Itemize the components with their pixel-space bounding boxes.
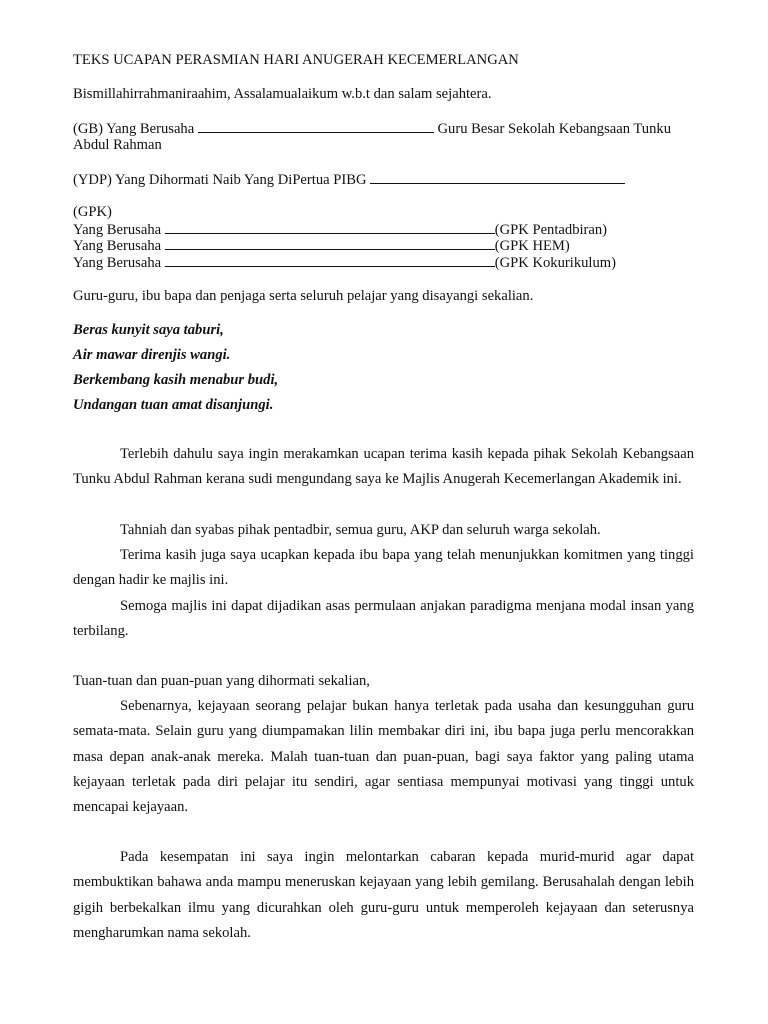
gpk-name-blank [165, 237, 495, 250]
body-paragraph [73, 594, 694, 645]
body-paragraph [73, 518, 694, 543]
ydp-name-blank [370, 171, 625, 184]
gb-line [73, 120, 671, 138]
gb-prefix: (GB) Yang Berusaha [73, 121, 195, 137]
audience-greeting: Guru-guru, ibu bapa dan penjaga serta seluruh pelajar yang disayangi sekalian. [73, 288, 534, 304]
pantun-line: Beras kunyit saya taburi, [73, 322, 224, 338]
document-title: TEKS UCAPAN PERASMIAN HARI ANUGERAH KECEMERLANGAN [73, 52, 519, 68]
gpk-heading: (GPK) [73, 204, 112, 220]
paragraph-text: Pada kesempatan ini saya ingin melontarkan cabaran kepada murid-murid agar dapat membuktikan bahawa anda mampu meneruskan kejayaan yang lebih gemilang. Berusahalah dengan lebih gigih berbekalkan ilmu yang dicurahkan oleh guru-guru untuk memperoleh kejayaan dan seterusnya mengharumkan nama sekolah. [73, 849, 694, 941]
body-paragraph [73, 442, 694, 493]
pantun-line: Undangan tuan amat disanjungi. [73, 397, 274, 413]
gpk-name-blank [165, 221, 495, 234]
gpk-role: (GPK Kokurikulum) [494, 255, 616, 271]
second-salutation: Tuan-tuan dan puan-puan yang dihormati sekalian, [73, 673, 370, 689]
pantun-line: Berkembang kasih menabur budi, [73, 372, 279, 388]
gpk-prefix: Yang Berusaha [73, 238, 162, 254]
gpk-name-blank [165, 254, 495, 267]
ydp-prefix: (YDP) Yang Dihormati Naib Yang DiPertua PIBG [73, 172, 367, 188]
gb-line-2: Abdul Rahman [73, 137, 162, 153]
paragraph-text: Semoga majlis ini dapat dijadikan asas permulaan anjakan paradigma menjana modal insan yang terbilang. [73, 598, 694, 640]
gpk-prefix: Yang Berusaha [73, 255, 162, 271]
gb-suffix: Guru Besar Sekolah Kebangsaan Tunku [437, 121, 671, 137]
gpk-line [73, 254, 616, 272]
opening-greeting: Bismillahirrahmaniraahim, Assalamualaikum w.b.t dan salam sejahtera. [73, 86, 492, 102]
paragraph-text: Terlebih dahulu saya ingin merakamkan ucapan terima kasih kepada pihak Sekolah Kebangsaan Tunku Abdul Rahman kerana sudi mengundang saya ke Majlis Anugerah Kecemerlangan Akademik ini. [73, 446, 694, 488]
gpk-prefix: Yang Berusaha [73, 222, 162, 238]
ydp-line [73, 171, 625, 189]
paragraph-text: Terima kasih juga saya ucapkan kepada ibu bapa yang telah menunjukkan komitmen yang tinggi dengan hadir ke majlis ini. [73, 547, 694, 589]
paragraph-text: Tahniah dan syabas pihak pentadbir, semua guru, AKP dan seluruh warga sekolah. [120, 522, 601, 538]
gpk-line [73, 237, 570, 255]
body-paragraph [73, 845, 694, 946]
paragraph-text: Sebenarnya, kejayaan seorang pelajar bukan hanya terletak pada usaha dan kesungguhan guru semata-mata. Selain guru yang diumpamakan lilin membakar diri ini, ibu bapa juga perlu mencorakkan masa depan anak-anak mereka. Malah tuan-tuan dan puan-puan, bagi saya faktor yang paling utama kejayaan terletak pada diri pelajar itu sendiri, agar sentiasa mempunyai motivasi yang tinggi untuk mencapai kejayaan. [73, 698, 694, 816]
body-paragraph [73, 694, 694, 820]
pantun-line: Air mawar direnjis wangi. [73, 347, 231, 363]
gb-name-blank [198, 120, 434, 133]
gpk-role: (GPK Pentadbiran) [494, 222, 608, 238]
body-paragraph [73, 543, 694, 594]
gpk-role: (GPK HEM) [494, 238, 570, 254]
